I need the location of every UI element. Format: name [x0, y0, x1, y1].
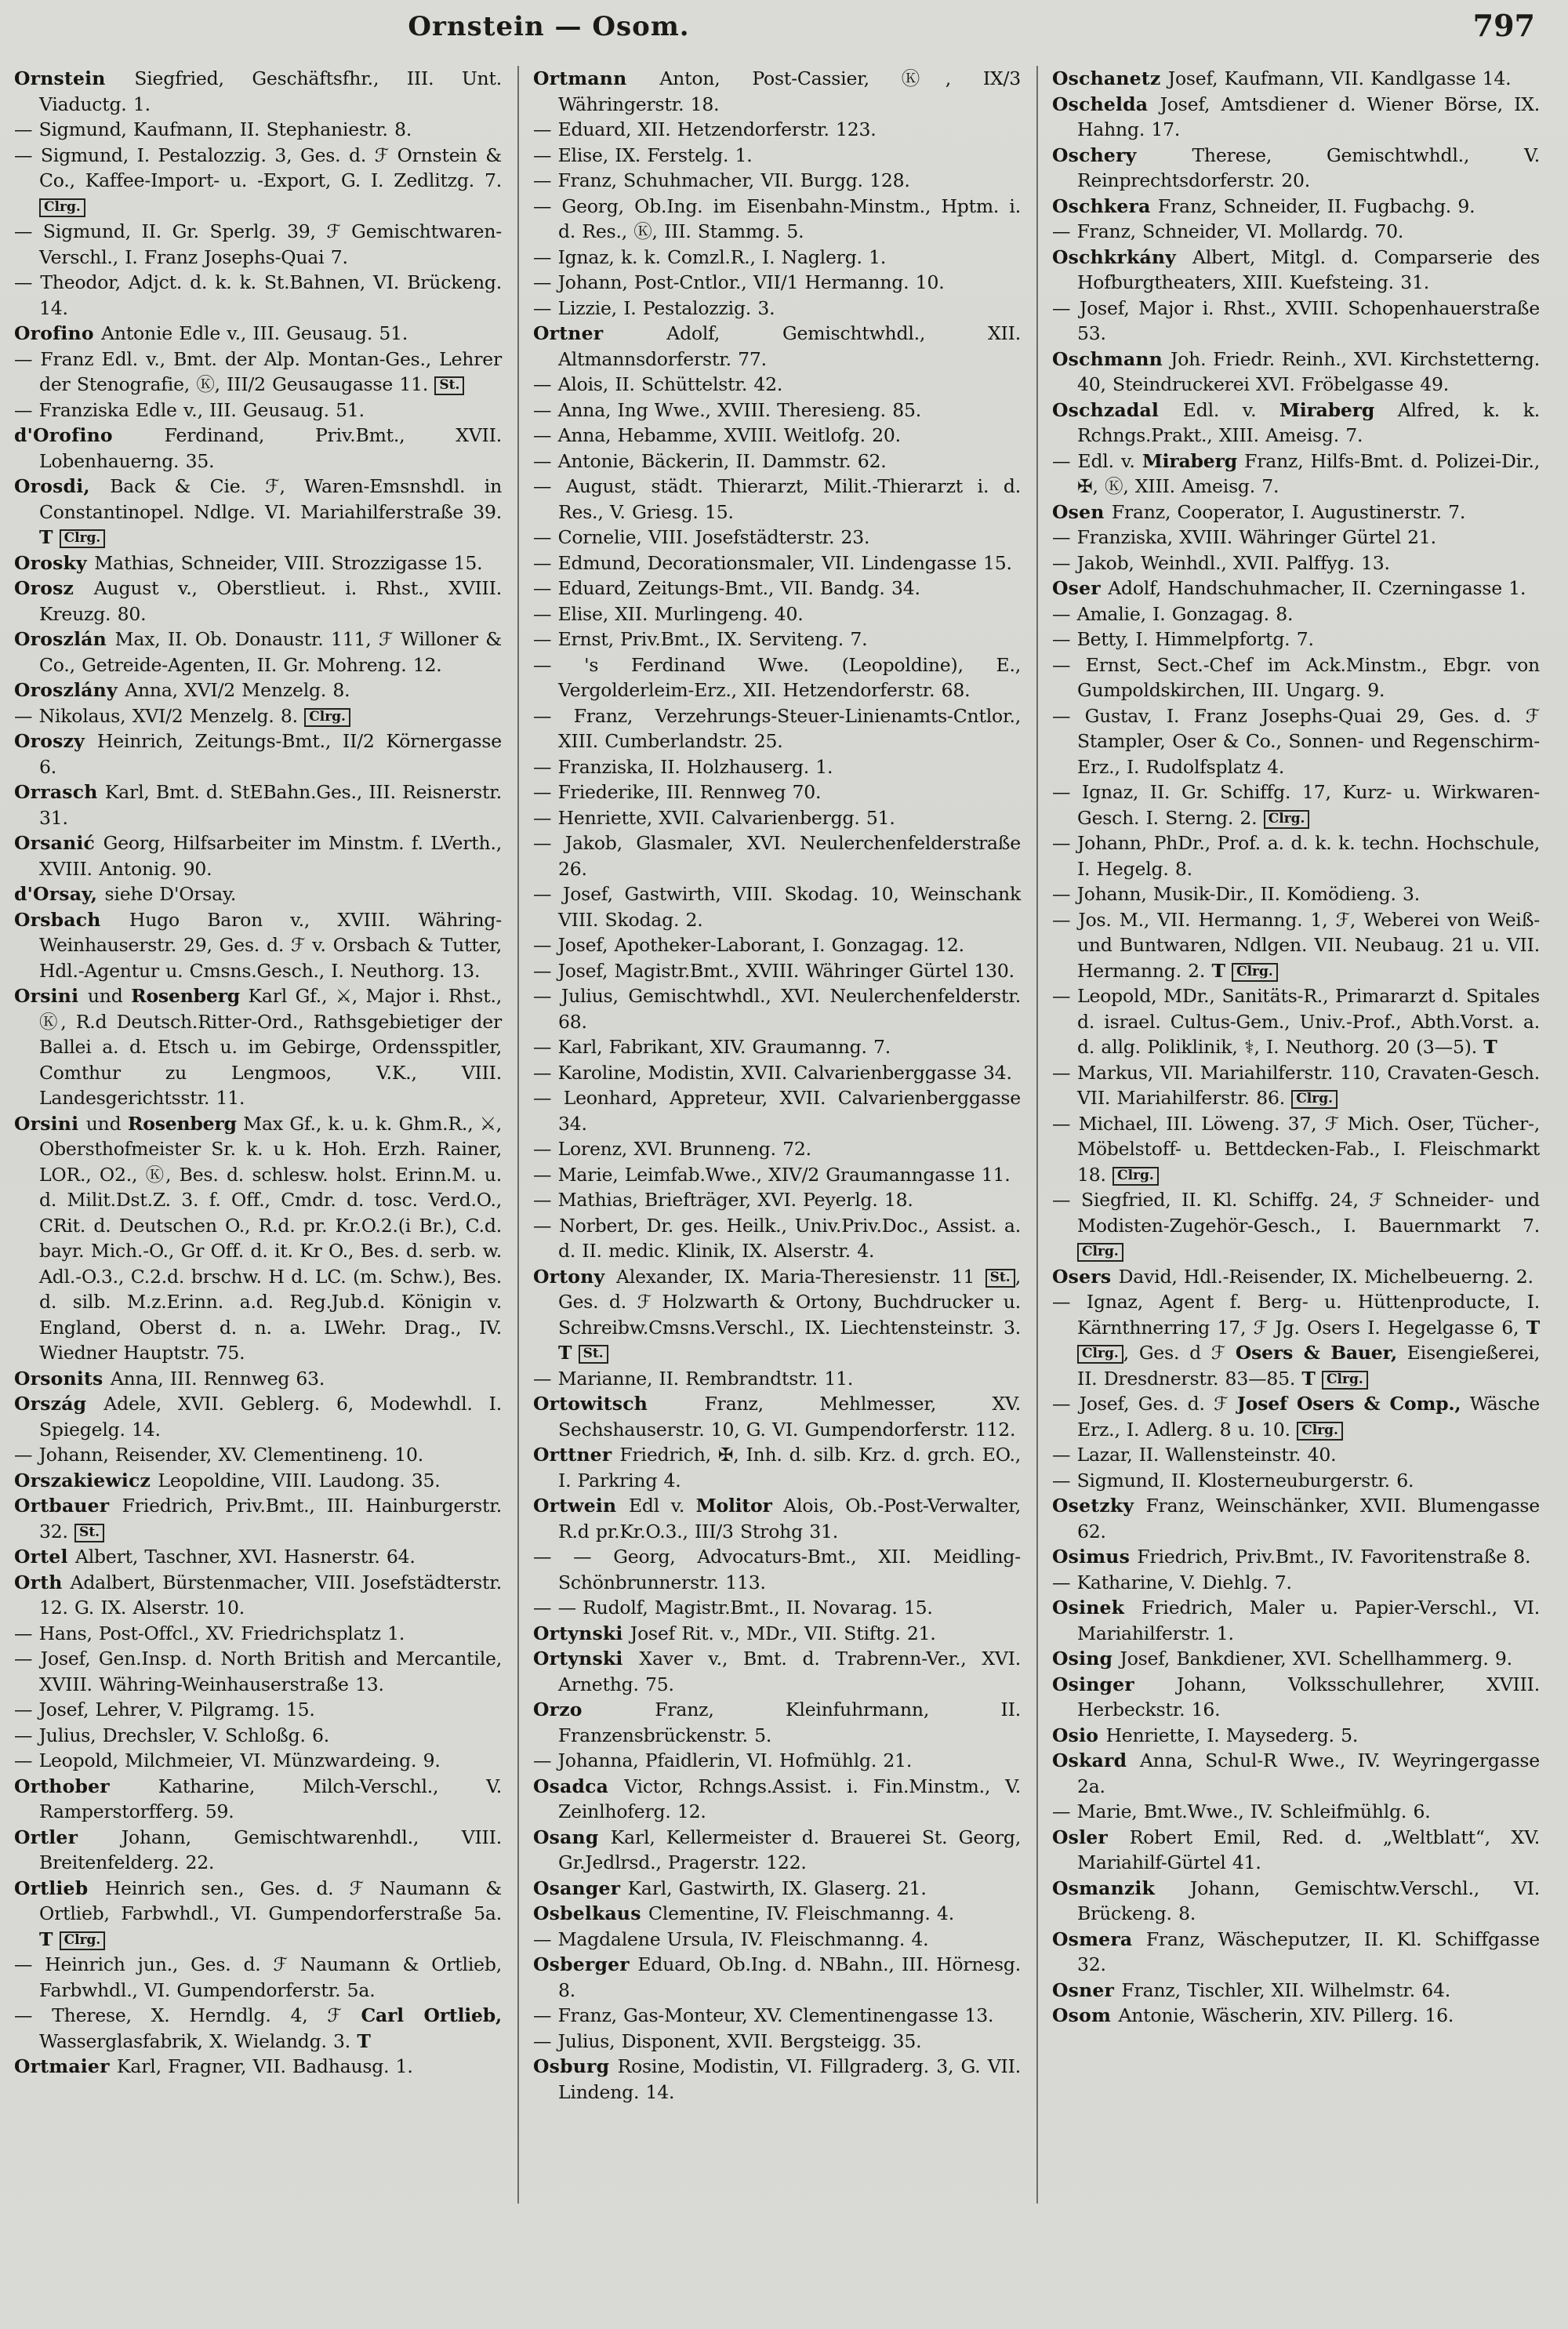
entry-surname: Osadca [533, 1775, 625, 1797]
directory-entry: Osbelkaus Clementine, IV. Fleischmanng. 4. [533, 1902, 954, 1924]
directory-entry: Osmera Franz, Wäscheputzer, II. Kl. Schiffgasse 32. [1052, 1928, 1540, 1975]
directory-entry: Oroszy Heinrich, Zeitungs-Bmt., II/2 Körnergasse 6. [14, 730, 502, 778]
directory-entry: — Magdalene Ursula, IV. Fleischmanng. 4. [533, 1928, 929, 1950]
directory-entry: — Mathias, Briefträger, XVI. Peyerlg. 18. [533, 1189, 913, 1211]
directory-entry: — Elise, XII. Murlingeng. 40. [533, 602, 804, 625]
entry-surname: Ortbauer [14, 1495, 122, 1517]
directory-entry: — Markus, VII. Mariahilferstr. 110, Cravaten-Gesch. VII. Mariahilferstr. 86. Clrg. [1052, 1061, 1540, 1109]
directory-entry: — Betty, I. Himmelpfortg. 7. [1052, 628, 1314, 650]
directory-entry: Oschzadal Edl. v. Miraberg Alfred, k. k. Rchngs.Prakt., XIII. Ameisg. 7. [1052, 398, 1541, 446]
entry-surname: Orsbach [14, 908, 129, 931]
entry-surname: Oroszlán [14, 628, 115, 650]
entry-surname: Oschzadal [1052, 398, 1183, 421]
entry-surname: Orszakiewicz [14, 1469, 158, 1492]
directory-entry: — Theodor, Adjct. d. k. k. St.Bahnen, VI. Brückeng. 14. [14, 271, 502, 319]
clearing-badge: Clrg. [1322, 1371, 1368, 1390]
bold-text: Rosenberg [131, 985, 240, 1007]
directory-entry: Oskard Anna, Schul-R Wwe., IV. Weyringergasse 2a. [1052, 1749, 1540, 1797]
entry-surname: Osler [1052, 1826, 1130, 1848]
directory-entry: Orth Adalbert, Bürstenmacher, VIII. Josefstädterstr. 12. G. IX. Alserstr. 10. [14, 1571, 502, 1619]
directory-entry: Osers David, Hdl.-Reisender, IX. Michelbeuerng. 2. [1052, 1265, 1534, 1288]
directory-entry: — Anna, Ing Wwe., XVIII. Theresieng. 85. [533, 398, 921, 421]
directory-entry: — Johann, Musik-Dir., II. Komödieng. 3. [1052, 883, 1421, 905]
directory-entry: — Edl. v. Miraberg Franz, Hilfs-Bmt. d. Polizei-Dir., ✠, Ⓚ, XIII. Ameisg. 7. [1052, 449, 1540, 497]
directory-entry: — Anna, Hebamme, XVIII. Weitlofg. 20. [533, 424, 901, 446]
directory-entry: Oroszlány Anna, XVI/2 Menzelg. 8. [14, 679, 350, 701]
entry-surname: Ortmann [533, 67, 660, 89]
directory-entry: — Eduard, Zeitungs-Bmt., VII. Bandg. 34. [533, 577, 920, 599]
directory-entry: — Josef, Gen.Insp. d. North British and Mercantile, XVIII. Währing-Weinhauserstraße 13. [14, 1648, 502, 1695]
clearing-badge: Clrg. [1112, 1167, 1159, 1186]
directory-entry: Oschkera Franz, Schneider, II. Fugbachg. 9. [1052, 194, 1475, 217]
directory-entry: — Franziska, XVIII. Währinger Gürtel 21. [1052, 526, 1436, 548]
entry-surname: Orzo [533, 1699, 655, 1720]
directory-entry: — Michael, III. Löweng. 37, ℱ Mich. Oser, Tücher-, Möbelstoff- u. Bettdecken-Fab., I. Fleischmarkt 18. Clrg. [1052, 1112, 1540, 1186]
directory-entry: Osom Antonie, Wäscherin, XIV. Pillerg. 16. [1052, 2004, 1454, 2026]
directory-entry: — Antonie, Bäckerin, II. Dammstr. 62. [533, 449, 887, 472]
directory-entry: Osner Franz, Tischler, XII. Wilhelmstr. 64. [1052, 1978, 1451, 2001]
directory-entry: Oschanetz Josef, Kaufmann, VII. Kandlgasse 14. [1052, 67, 1512, 89]
entry-surname: Ortmaier [14, 2055, 118, 2077]
directory-entry: Osetzky Franz, Weinschänker, XVII. Blumengasse 62. [1052, 1495, 1540, 1542]
directory-entry: — Heinrich jun., Ges. d. ℱ Naumann & Ortlieb, Farbwhdl., VI. Gumpendorferstr. 5a. [14, 1953, 502, 2001]
column-divider [1036, 66, 1038, 2204]
entry-surname: Ortler [14, 1826, 122, 1848]
directory-entry: — Josef, Magistr.Bmt., XVIII. Währinger Gürtel 130. [533, 959, 1014, 982]
directory-entry: Ortbauer Friedrich, Priv.Bmt., III. Hainburgerstr. 32. St. [14, 1495, 502, 1542]
directory-entry: Ortel Albert, Taschner, XVI. Hasnerstr. 64. [14, 1546, 416, 1568]
directory-entry: — Sigmund, II. Gr. Sperlg. 39, ℱ Gemischtwaren-Verschl., I. Franz Josephs-Quai 7. [14, 220, 502, 268]
directory-entry: — Katharine, V. Diehlg. 7. [1052, 1571, 1292, 1593]
directory-entry: — Hans, Post-Offcl., XV. Friedrichsplatz 1. [14, 1622, 405, 1644]
entry-surname: Ornstein [14, 67, 135, 89]
directory-entry: — — Georg, Advocaturs-Bmt., XII. Meidling-Schönbrunnerstr. 113. [533, 1546, 1021, 1593]
bold-text: T [39, 526, 53, 548]
directory-entry: Ortmaier Karl, Fragner, VII. Badhausg. 1. [14, 2055, 413, 2077]
directory-entry: — Franz, Verzehrungs-Steuer-Linienamts-Cntlor., XIII. Cumberlandstr. 25. [533, 704, 1021, 752]
entry-surname: Orsonits [14, 1367, 111, 1390]
entry-surname: Osanger [533, 1877, 628, 1899]
directory-entry: Orsini und Rosenberg Karl Gf., ⚔, Major i. Rhst., Ⓚ, R.d Deutsch.Ritter-Ord., Rathsgebietiger der Ballei a. d. Etsch u. im Gebirge, Ordensspitler, Comthur zu Lengmoos, V.K., VIII. Landesgerichtsstr. 11. [14, 985, 503, 1109]
directory-entry: Oschkrkány Albert, Mitgl. d. Comparserie des Hofburgtheaters, XIII. Kuefsteing. 31. [1052, 245, 1541, 293]
clearing-badge: Clrg. [39, 198, 85, 217]
directory-entry: Orsanić Georg, Hilfsarbeiter im Minstm. f. LVerth., XVIII. Antonig. 90. [14, 832, 503, 880]
directory-entry: — Lizzie, I. Pestalozzig. 3. [533, 296, 775, 319]
directory-entry: Ortwein Edl v. Molitor Alois, Ob.-Post-Verwalter, R.d pr.Kr.O.3., III/3 Strohg 31. [533, 1495, 1021, 1542]
directory-entry: — Jakob, Weinhdl., XVII. Palffyg. 13. [1052, 551, 1390, 574]
entry-surname: Ortel [14, 1546, 75, 1568]
entry-surname: Osimus [1052, 1546, 1138, 1568]
clearing-badge: Clrg. [60, 529, 106, 548]
entry-surname: Orttner [533, 1444, 620, 1466]
directory-entry: — Josef, Gastwirth, VIII. Skodag. 10, Weinschank VIII. Skodag. 2. [533, 883, 1021, 931]
directory-entry: — Franz, Gas-Monteur, XV. Clementinengasse 13. [533, 2004, 994, 2026]
directory-entry: — Franz, Schuhmacher, VII. Burgg. 128. [533, 169, 910, 191]
directory-entry: Ortmann Anton, Post-Cassier, Ⓚ, IX/3 Währingerstr. 18. [533, 67, 1021, 115]
entry-surname: Osen [1052, 500, 1112, 523]
clearing-badge: Clrg. [1264, 810, 1310, 829]
stamp-badge: St. [985, 1269, 1015, 1288]
directory-entry: Orsini und Rosenberg Max Gf., k. u. k. Ghm.R., ⚔, Obersthofmeister Sr. k. u k. Hoh. Erzh. Rainer, LOR., O2., Ⓚ, Bes. d. schlesw. holst. Erinn.M. u. d. Milit.Dst.Z. 3. f. Off., Cmdr. d. tosc. Verd.O., CRit. d. Deutschen O., R.d. pr. Kr.O.2.(i Br.), C.d. bayr. Mich.-O., Gr Off. d. it. Kr O., Bes. d. serb. w. Adl.-O.3., C.2.d. brschw. H d. LC. (m. Schw.), Bes. d. silb. M.z.Erinn. a.d. Reg.Jub.d. Königin v. England, Oberst d. n. a. LWehr. Drag., IV. Wiedner Hauptstr. 75. [14, 1112, 503, 1364]
bold-text: Molitor [695, 1495, 772, 1517]
bold-text: T [1211, 959, 1225, 982]
entry-surname: Ortner [533, 322, 667, 344]
entry-surname: d'Orsay, [14, 883, 105, 905]
directory-entry: Osinger Johann, Volksschullehrer, XVIII. Herbeckstr. 16. [1052, 1673, 1540, 1720]
entry-surname: Osmera [1052, 1928, 1146, 1950]
bold-text: T [1526, 1316, 1540, 1339]
directory-entry: — Josef, Apotheker-Laborant, I. Gonzagag. 12. [533, 934, 964, 956]
directory-entry: — August, städt. Thierarzt, Milit.-Thierarzt i. d. Res., V. Griesg. 15. [533, 475, 1021, 523]
directory-entry: Orsonits Anna, III. Rennweg 63. [14, 1367, 325, 1390]
entry-surname: Orofino [14, 322, 102, 344]
entry-surname: Ortony [533, 1265, 616, 1288]
directory-entry: Osadca Victor, Rchngs.Assist. i. Fin.Minstm., V. Zeinlhoferg. 12. [533, 1775, 1022, 1822]
column-divider [517, 66, 519, 2204]
directory-entry: Oschery Therese, Gemischtwhdl., V. Reinprechtsdorferstr. 20. [1052, 144, 1540, 191]
bold-text: T [1301, 1367, 1316, 1390]
directory-entry: Ortony Alexander, IX. Maria-Theresienstr. 11 St. , Ges. d. ℱ Holzwarth & Ortony, Buchdrucker u. Schreibw.Cmsns.Verschl., IX. Liechtensteinstr. 3. T St. [533, 1265, 1021, 1364]
entry-surname: Osers [1052, 1265, 1119, 1288]
entry-surname: d'Orofino [14, 424, 165, 446]
directory-entry: — Alois, II. Schüttelstr. 42. [533, 373, 783, 395]
directory-entry: — Josef, Major i. Rhst., XVIII. Schopenhauerstraße 53. [1052, 296, 1540, 344]
stamp-badge: St. [74, 1524, 104, 1542]
entry-surname: Osom [1052, 2004, 1119, 2026]
directory-entry: — Siegfried, II. Kl. Schiffg. 24, ℱ Schneider- und Modisten-Zugehör-Gesch., I. Bauernmarkt 7. Clrg. [1052, 1187, 1540, 1264]
directory-entry: — Franz Edl. v., Bmt. der Alp. Montan-Ges., Lehrer der Stenografie, Ⓚ, III/2 Geusaugasse 11. St. [14, 347, 502, 395]
column-2 [533, 66, 1021, 2215]
directory-entry: Osburg Rosine, Modistin, VI. Fillgraderg. 3, G. VII. Lindeng. 14. [533, 2055, 1021, 2103]
directory-entry: Osing Josef, Bankdiener, XVI. Schellhammerg. 9. [1052, 1648, 1512, 1670]
bold-text: Josef Osers & Comp., [1236, 1393, 1461, 1415]
bold-text: Rosenberg [127, 1112, 237, 1135]
bold-text: Osers & Bauer, [1235, 1342, 1397, 1364]
bold-text: T [357, 2029, 371, 2052]
entry-surname: Oschkera [1052, 194, 1158, 217]
directory-entry: Ortler Johann, Gemischtwarenhdl., VIII. Breitenfelderg. 22. [14, 1826, 502, 1873]
entry-surname: Orosdi, [14, 475, 111, 497]
directory-entry: — Lorenz, XVI. Brunneng. 72. [533, 1138, 811, 1160]
directory-entry: Osberger Eduard, Ob.Ing. d. NBahn., III. Hörnesg. 8. [533, 1953, 1021, 2001]
entry-surname: Orrasch [14, 781, 105, 803]
directory-entry: — Leopold, MDr., Sanitäts-R., Primararzt d. Spitales d. israel. Cultus-Gem., Univ.-Prof., Abth.Vorst. a. d. allg. Poliklinik, ⚕, I. Neuthorg. 20 (3—5). T [1052, 985, 1540, 1058]
entry-surname: Osbelkaus [533, 1902, 649, 1924]
clearing-badge: Clrg. [304, 708, 350, 727]
entry-surname: Ortlieb [14, 1877, 105, 1899]
directory-entry: Orszakiewicz Leopoldine, VIII. Laudong. 35. [14, 1469, 441, 1492]
clearing-badge: Clrg. [1297, 1422, 1343, 1441]
entry-surname: Oschery [1052, 144, 1192, 166]
directory-entry: — Jakob, Glasmaler, XVI. Neulerchenfelderstraße 26. [533, 832, 1021, 880]
entry-surname: Osetzky [1052, 1495, 1146, 1517]
entry-surname: Ortowitsch [533, 1393, 705, 1415]
directory-entry: — Elise, IX. Ferstelg. 1. [533, 144, 753, 166]
directory-entry: — Marie, Bmt.Wwe., IV. Schleifmühlg. 6. [1052, 1800, 1431, 1822]
directory-entry: — Johann, Post-Cntlor., VII/1 Hermanng. 10. [533, 271, 945, 293]
directory-entry: Orosz August v., Oberstlieut. i. Rhst., XVIII. Kreuzg. 80. [14, 577, 502, 625]
bold-text: Miraberg [1279, 398, 1375, 421]
directory-entry: d'Orofino Ferdinand, Priv.Bmt., XVII. Lobenhauerng. 35. [14, 424, 502, 472]
entry-surname: Oser [1052, 577, 1109, 599]
entry-surname: Oskard [1052, 1749, 1140, 1771]
directory-entry: — Julius, Drechsler, V. Schloßg. 6. [14, 1724, 330, 1746]
directory-entry: — Julius, Disponent, XVII. Bergsteigg. 35. [533, 2029, 922, 2052]
directory-entry: — Ignaz, Agent f. Berg- u. Hüttenproducte, I. Kärnthnerring 17, ℱ Jg. Osers I. Hegelgasse 6, T Clrg. , Ges. d ℱ Osers & Bauer, Eisengießerei, II. Dresdnerstr. 83—85. T Clrg. [1052, 1291, 1540, 1390]
directory-entry: — Leopold, Milchmeier, VI. Münzwardeing. 9. [14, 1749, 441, 1771]
clearing-badge: Clrg. [60, 1931, 106, 1950]
directory-entry: Orofino Antonie Edle v., III. Geusaug. 51. [14, 322, 408, 344]
directory-entry: — Jos. M., VII. Hermanng. 1, ℱ, Weberei von Weiß- und Buntwaren, Ndlgen. VII. Neubaug. 21 u. VII. Hermanng. 2. T Clrg. [1052, 908, 1540, 982]
directory-entry: — Johanna, Pfaidlerin, VI. Hofmühlg. 21. [533, 1749, 913, 1771]
directory-entry: — Ernst, Priv.Bmt., IX. Serviteng. 7. [533, 628, 868, 650]
directory-entry: — Friederike, III. Rennweg 70. [533, 781, 822, 803]
entry-surname: Oschelda [1052, 93, 1160, 115]
entry-surname: Orsanić [14, 832, 103, 854]
column-3 [1052, 66, 1540, 2215]
directory-entry: — Marie, Leimfab.Wwe., XIV/2 Graumanngasse 11. [533, 1163, 1011, 1186]
entry-surname: Orthober [14, 1775, 158, 1797]
directory-entry: Osinek Friedrich, Maler u. Papier-Verschl., VI. Mariahilferstr. 1. [1052, 1597, 1540, 1644]
directory-entry: Orosky Mathias, Schneider, VIII. Strozzigasse 15. [14, 551, 483, 574]
entry-surname: Orosky [14, 551, 95, 574]
stamp-badge: St. [434, 376, 464, 395]
directory-entry: — Cornelie, VIII. Josefstädterstr. 23. [533, 526, 870, 548]
entry-surname: Osberger [533, 1953, 638, 1975]
bold-text: T [39, 1928, 53, 1950]
directory-entry: — Marianne, II. Rembrandtstr. 11. [533, 1367, 854, 1390]
directory-entry: — Sigmund, II. Klosterneuburgerstr. 6. [1052, 1469, 1414, 1492]
directory-entry: — Johann, Reisender, XV. Clementineng. 10. [14, 1444, 424, 1466]
directory-entry: Ortynski Xaver v., Bmt. d. Trabrenn-Ver., XVI. Arnethg. 75. [533, 1648, 1022, 1695]
directory-entry: Ortner Adolf, Gemischtwhdl., XII. Altmannsdorferstr. 77. [533, 322, 1021, 370]
directory-entry: — Franziska Edle v., III. Geusaug. 51. [14, 398, 365, 421]
directory-entry: — Ignaz, k. k. Comzl.R., I. Naglerg. 1. [533, 245, 887, 268]
directory-entry: — Georg, Ob.Ing. im Eisenbahn-Minstm., Hptm. i. d. Res., Ⓚ, III. Stammg. 5. [533, 194, 1021, 242]
column-1 [14, 66, 502, 2215]
entry-surname: Osio [1052, 1724, 1106, 1746]
directory-entry: Osio Henriette, I. Maysederg. 5. [1052, 1724, 1359, 1746]
entry-surname: Ortwein [533, 1495, 629, 1517]
entry-surname: Oroszy [14, 730, 97, 752]
directory-entry: — Lazar, II. Wallensteinstr. 40. [1052, 1444, 1337, 1466]
directory-entry: — Nikolaus, XVI/2 Menzelg. 8. Clrg. [14, 703, 502, 729]
directory-entry: Orthober Katharine, Milch-Verschl., V. Ramperstorfferg. 59. [14, 1775, 502, 1822]
directory-entry: — Julius, Gemischtwhdl., XVI. Neulerchenfelderstr. 68. [533, 985, 1021, 1033]
entry-surname: Orsini [14, 985, 88, 1007]
clearing-badge: Clrg. [1291, 1090, 1338, 1109]
entry-surname: Oschkrkány [1052, 245, 1192, 268]
entry-surname: Ország [14, 1393, 104, 1415]
directory-entry: — Sigmund, Kaufmann, II. Stephaniestr. 8. [14, 118, 412, 140]
entry-surname: Ortynski [533, 1648, 640, 1670]
bold-text: T [558, 1342, 572, 1364]
directory-entry: — Karoline, Modistin, XVII. Calvarienberggasse 34. [533, 1061, 1012, 1084]
directory-entry: — Eduard, XII. Hetzendorferstr. 123. [533, 118, 877, 140]
directory-entry: — Franz, Schneider, VI. Mollardg. 70. [1052, 220, 1404, 242]
directory-entry: Osmanzik Johann, Gemischtw.Verschl., VI. Brückeng. 8. [1052, 1877, 1541, 1924]
page-number: 797 [1472, 8, 1535, 43]
directory-entry: Osimus Friedrich, Priv.Bmt., IV. Favoritenstraße 8. [1052, 1546, 1531, 1568]
entry-surname: Orth [14, 1571, 71, 1593]
entry-surname: Orsini [14, 1112, 86, 1135]
entry-surname: Osmanzik [1052, 1877, 1191, 1899]
directory-entry: Osanger Karl, Gastwirth, IX. Glaserg. 21. [533, 1877, 927, 1899]
directory-entry: Orttner Friedrich, ✠, Inh. d. silb. Krz. d. grch. EO., I. Parkring 4. [533, 1444, 1021, 1492]
entry-surname: Osner [1052, 1978, 1122, 2001]
directory-entry: d'Orsay, siehe D'Orsay. [14, 883, 237, 905]
clearing-badge: Clrg. [1077, 1243, 1123, 1262]
directory-entry: Ortowitsch Franz, Mehlmesser, XV. Sechshauserstr. 10, G. VI. Gumpendorferstr. 112. [533, 1393, 1021, 1441]
entry-surname: Osinek [1052, 1597, 1142, 1619]
directory-entry: — Norbert, Dr. ges. Heilk., Univ.Priv.Doc., Assist. a. d. II. medic. Klinik, IX. Alserstr. 4. [533, 1214, 1021, 1262]
directory-entry: Oroszlán Max, II. Ob. Donaustr. 111, ℱ Willoner & Co., Getreide-Agenten, II. Gr. Mohreng. 12. [14, 628, 502, 676]
entry-surname: Osang [533, 1826, 611, 1848]
entry-surname: Oroszlány [14, 679, 125, 701]
directory-entry: — Sigmund, I. Pestalozzig. 3, Ges. d. ℱ Ornstein & Co., Kaffee-Import- u. -Export, G. I. Zedlitzg. 7. Clrg. [14, 143, 502, 220]
directory-entry: Oschelda Josef, Amtsdiener d. Wiener Börse, IX. Hahng. 17. [1052, 93, 1540, 140]
directory-entry: Orzo Franz, Kleinfuhrmann, II. Franzensbrückenstr. 5. [533, 1699, 1021, 1746]
directory-entry: — Therese, X. Herndlg. 4, ℱ Carl Ortlieb, Wasserglasfabrik, X. Wielandg. 3. T [14, 2004, 502, 2052]
entry-surname: Osinger [1052, 1673, 1177, 1695]
directory-entry: — Gustav, I. Franz Josephs-Quai 29, Ges. d. ℱ Stampler, Oser & Co., Sonnen- und Regenschirm-Erz., I. Rudolfsplatz 4. [1052, 704, 1540, 778]
directory-entry: — Karl, Fabrikant, XIV. Graumanng. 7. [533, 1036, 891, 1058]
directory-entry: Ortlieb Heinrich sen., Ges. d. ℱ Naumann & Ortlieb, Farbwhdl., VI. Gumpendorferstraße 5a. T Clrg. [14, 1877, 502, 1950]
entry-surname: Orosz [14, 577, 94, 599]
directory-entry: Osen Franz, Cooperator, I. Augustinerstr. 7. [1052, 500, 1466, 523]
directory-entry: Orsbach Hugo Baron v., XVIII. Währing-Weinhauserstr. 29, Ges. d. ℱ v. Orsbach & Tutter, Hdl.-Agentur u. Cmsns.Gesch., I. Neuthorg. 13. [14, 908, 502, 982]
stamp-badge: St. [579, 1345, 608, 1364]
directory-entry: Oschmann Joh. Friedr. Reinh., XVI. Kirchstetterng. 40, Steindruckerei XVI. Fröbelgasse 49. [1052, 347, 1540, 395]
directory-entry: Osang Karl, Kellermeister d. Brauerei St. Georg, Gr.Jedlrsd., Pragerstr. 122. [533, 1826, 1022, 1873]
directory-entry: Osler Robert Emil, Red. d. „Weltblatt“, XV. Mariahilf-Gürtel 41. [1052, 1826, 1540, 1873]
directory-entry: Ortynski Josef Rit. v., MDr., VII. Stiftg. 21. [533, 1622, 936, 1644]
directory-entry: Ország Adele, XVII. Geblerg. 6, Modewhdl. I. Spiegelg. 14. [14, 1393, 502, 1441]
directory-entry: Orrasch Karl, Bmt. d. StEBahn.Ges., III. Reisnerstr. 31. [14, 781, 502, 829]
entry-surname: Oschanetz [1052, 67, 1168, 89]
directory-entry: — Johann, PhDr., Prof. a. d. k. k. techn. Hochschule, I. Hegelg. 8. [1052, 832, 1540, 880]
directory-entry: Orosdi, Back & Cie. ℱ, Waren-Emsnshdl. in Constantinopel. Ndlge. VI. Mariahilferstraße 39. T Clrg. [14, 475, 503, 548]
directory-entry: — 's Ferdinand Wwe. (Leopoldine), E., Vergolderleim-Erz., XII. Hetzendorferstr. 68. [533, 653, 1021, 701]
clearing-badge: Clrg. [1077, 1345, 1123, 1364]
bold-text: T [1483, 1036, 1497, 1058]
entry-surname: Oschmann [1052, 347, 1171, 370]
directory-entry: — Edmund, Decorationsmaler, VII. Lindengasse 15. [533, 551, 1012, 574]
entry-surname: Osburg [533, 2055, 618, 2077]
entry-surname: Ortynski [533, 1622, 630, 1644]
directory-entry: — Henriette, XVII. Calvarienbergg. 51. [533, 806, 895, 829]
entry-surname: Osing [1052, 1648, 1120, 1670]
directory-entry: — Leonhard, Appreteur, XVII. Calvarienberggasse 34. [533, 1087, 1021, 1135]
directory-entry: — Josef, Lehrer, V. Pilgramg. 15. [14, 1699, 315, 1720]
directory-entry: — — Rudolf, Magistr.Bmt., II. Novarag. 15. [533, 1597, 933, 1619]
directory-entry: — Ignaz, II. Gr. Schiffg. 17, Kurz- u. Wirkwaren-Gesch. I. Sterng. 2. Clrg. [1052, 781, 1540, 829]
bold-text: Carl Ortlieb, [361, 2004, 502, 2026]
clearing-badge: Clrg. [1232, 963, 1278, 982]
directory-entry: — Franziska, II. Holzhauserg. 1. [533, 755, 833, 778]
directory-entry: — Josef, Ges. d. ℱ Josef Osers & Comp., Wäsche Erz., I. Adlerg. 8 u. 10. Clrg. [1052, 1393, 1540, 1441]
directory-entry: Oser Adolf, Handschuhmacher, II. Czerningasse 1. [1052, 577, 1526, 599]
bold-text: Miraberg [1142, 449, 1237, 472]
directory-entry: Ornstein Siegfried, Geschäftsfhr., III. Unt. Viaductg. 1. [14, 67, 502, 115]
directory-entry: — Amalie, I. Gonzagag. 8. [1052, 602, 1294, 625]
running-head: Ornstein — Osom. [408, 11, 690, 42]
directory-entry: — Ernst, Sect.-Chef im Ack.Minstm., Ebgr. von Gumpoldskirchen, III. Ungarg. 9. [1052, 653, 1540, 701]
